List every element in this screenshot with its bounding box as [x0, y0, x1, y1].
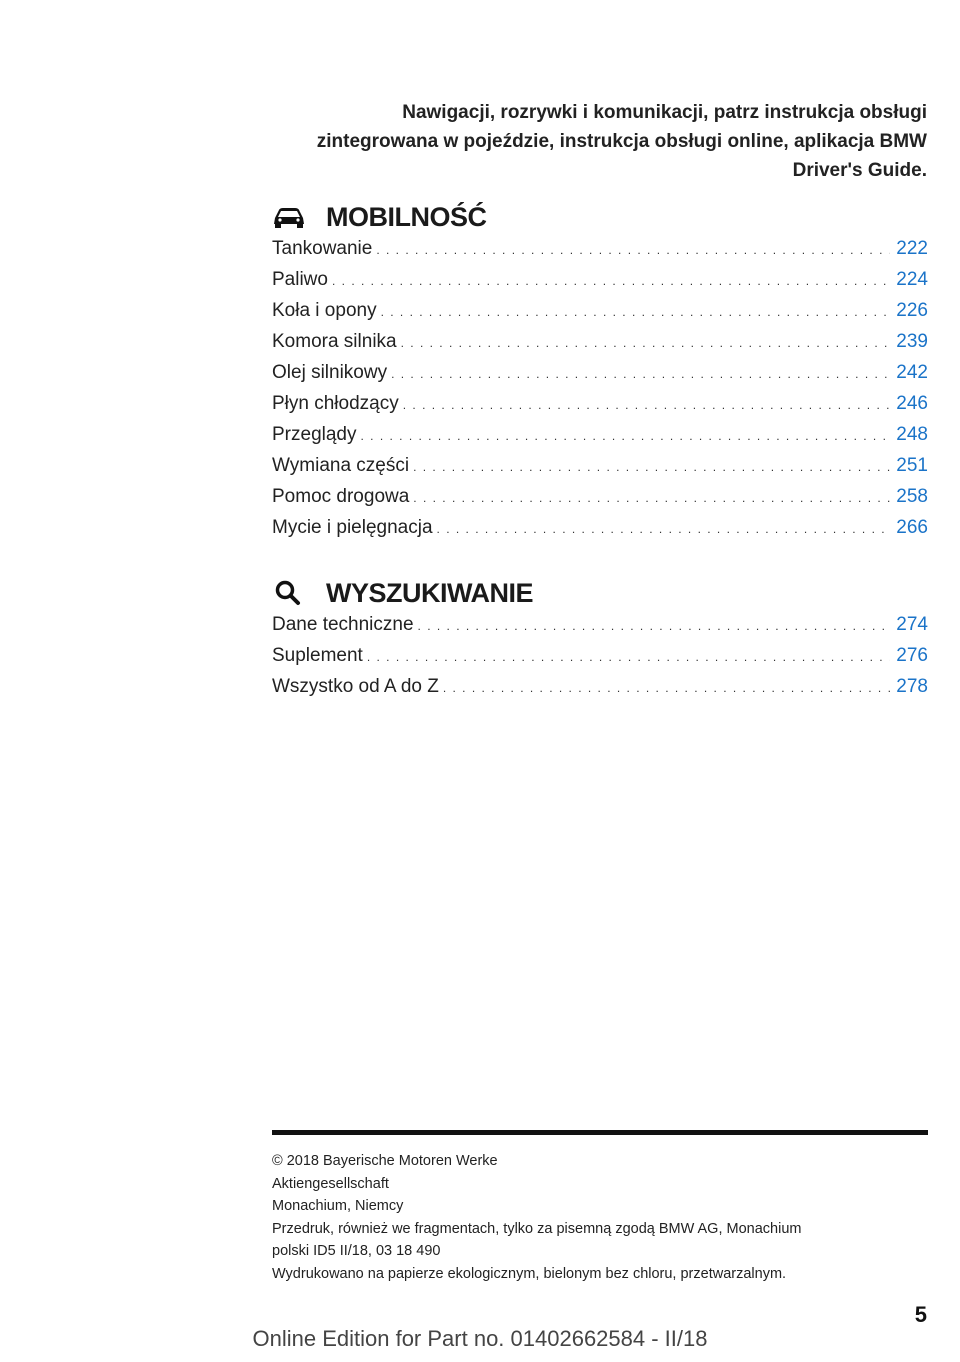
section-title: WYSZUKIWANIE — [326, 577, 533, 608]
toc-entry[interactable] — [272, 486, 928, 517]
toc-page-link[interactable]: 224 — [896, 269, 928, 290]
section-heading-mobilnosc — [272, 197, 487, 237]
leader-dots — [391, 367, 890, 381]
leader-dots — [367, 650, 890, 664]
intro-line-2: zintegrowana w pojeździe, instrukcja obsługi online, aplikacja BMW — [316, 131, 927, 152]
leader-dots — [401, 336, 891, 350]
section-heading-wyszukiwanie — [272, 573, 533, 613]
toc-page-link[interactable]: 251 — [896, 455, 928, 476]
colophon-line: Przedruk, również we fragmentach, tylko za pisemną zgodą BMW AG, Monachium — [272, 1220, 802, 1237]
leader-dots — [413, 460, 890, 474]
search-icon — [272, 579, 308, 607]
colophon-line: Monachium, Niemcy — [272, 1198, 404, 1214]
intro-line-3: Driver's Guide. — [792, 160, 927, 181]
toc-page-link[interactable]: 274 — [896, 614, 928, 635]
toc-entry[interactable] — [272, 331, 928, 362]
section-title: MOBILNOŚĆ — [326, 201, 487, 232]
toc-page-link[interactable]: 278 — [896, 676, 928, 697]
toc-page-link[interactable]: 276 — [896, 645, 928, 666]
toc-entry-label: Wszystko od A do Z — [272, 676, 439, 697]
intro-line-1: Nawigacji, rozrywki i komunikacji, patrz instrukcja obsługi — [402, 102, 927, 123]
leader-dots — [376, 243, 890, 257]
toc-entry-label: Komora silnika — [272, 331, 397, 352]
leader-dots — [413, 491, 890, 505]
toc-entry[interactable] — [272, 238, 928, 269]
page-number: 5 — [914, 1302, 927, 1327]
colophon-line: © 2018 Bayerische Motoren Werke — [272, 1153, 498, 1169]
toc-entry-label: Mycie i pielęgnacja — [272, 517, 433, 538]
toc-entry[interactable] — [272, 393, 928, 424]
toc-page-link[interactable]: 266 — [896, 517, 928, 538]
toc-entry-label: Płyn chłodzący — [272, 393, 399, 414]
toc-page-link[interactable]: 242 — [896, 362, 928, 383]
leader-dots — [443, 681, 890, 695]
intro-text — [227, 98, 927, 185]
toc-entry[interactable] — [272, 362, 928, 393]
toc-entry[interactable] — [272, 455, 928, 486]
toc-entry-label: Dane techniczne — [272, 614, 414, 635]
toc-entry-label: Suplement — [272, 645, 363, 666]
toc-entry[interactable] — [272, 614, 928, 645]
leader-dots — [332, 274, 890, 288]
toc-list-wyszukiwanie — [272, 614, 928, 707]
colophon-line: Aktiengesellschaft — [272, 1175, 389, 1192]
leader-dots — [418, 619, 891, 633]
toc-page-link[interactable]: 248 — [896, 424, 928, 445]
car-icon — [272, 203, 308, 231]
toc-entry-label: Pomoc drogowa — [272, 486, 410, 507]
toc-page-link[interactable]: 246 — [896, 393, 928, 414]
toc-entry-label: Przeglądy — [272, 424, 357, 445]
toc-entry-label: Paliwo — [272, 269, 328, 290]
toc-entry[interactable] — [272, 300, 928, 331]
toc-entry-label: Tankowanie — [272, 238, 373, 259]
toc-entry-label: Wymiana części — [272, 455, 410, 476]
colophon — [272, 1150, 928, 1285]
toc-page-link[interactable]: 239 — [896, 331, 928, 352]
colophon-line: polski ID5 II/18, 03 18 490 — [272, 1243, 441, 1259]
footer-edition-note: Online Edition for Part no. 01402662584 - II/18 — [252, 1326, 708, 1351]
toc-list-mobilnosc — [272, 238, 928, 548]
toc-entry[interactable] — [272, 424, 928, 455]
toc-entry-label: Koła i opony — [272, 300, 377, 321]
toc-entry[interactable] — [272, 269, 928, 300]
toc-page-link[interactable]: 258 — [896, 486, 928, 507]
toc-entry[interactable] — [272, 676, 928, 707]
colophon-line: Wydrukowano na papierze ekologicznym, bielonym bez chloru, przetwarzalnym. — [272, 1265, 787, 1282]
leader-dots — [437, 522, 891, 536]
toc-entry[interactable] — [272, 645, 928, 676]
leader-dots — [403, 398, 891, 412]
toc-page-link[interactable]: 226 — [896, 300, 928, 321]
toc-page-link[interactable]: 222 — [896, 238, 928, 259]
leader-dots — [381, 305, 891, 319]
divider-rule — [272, 1130, 928, 1135]
toc-entry[interactable] — [272, 517, 928, 548]
leader-dots — [361, 429, 891, 443]
toc-entry-label: Olej silnikowy — [272, 362, 388, 383]
